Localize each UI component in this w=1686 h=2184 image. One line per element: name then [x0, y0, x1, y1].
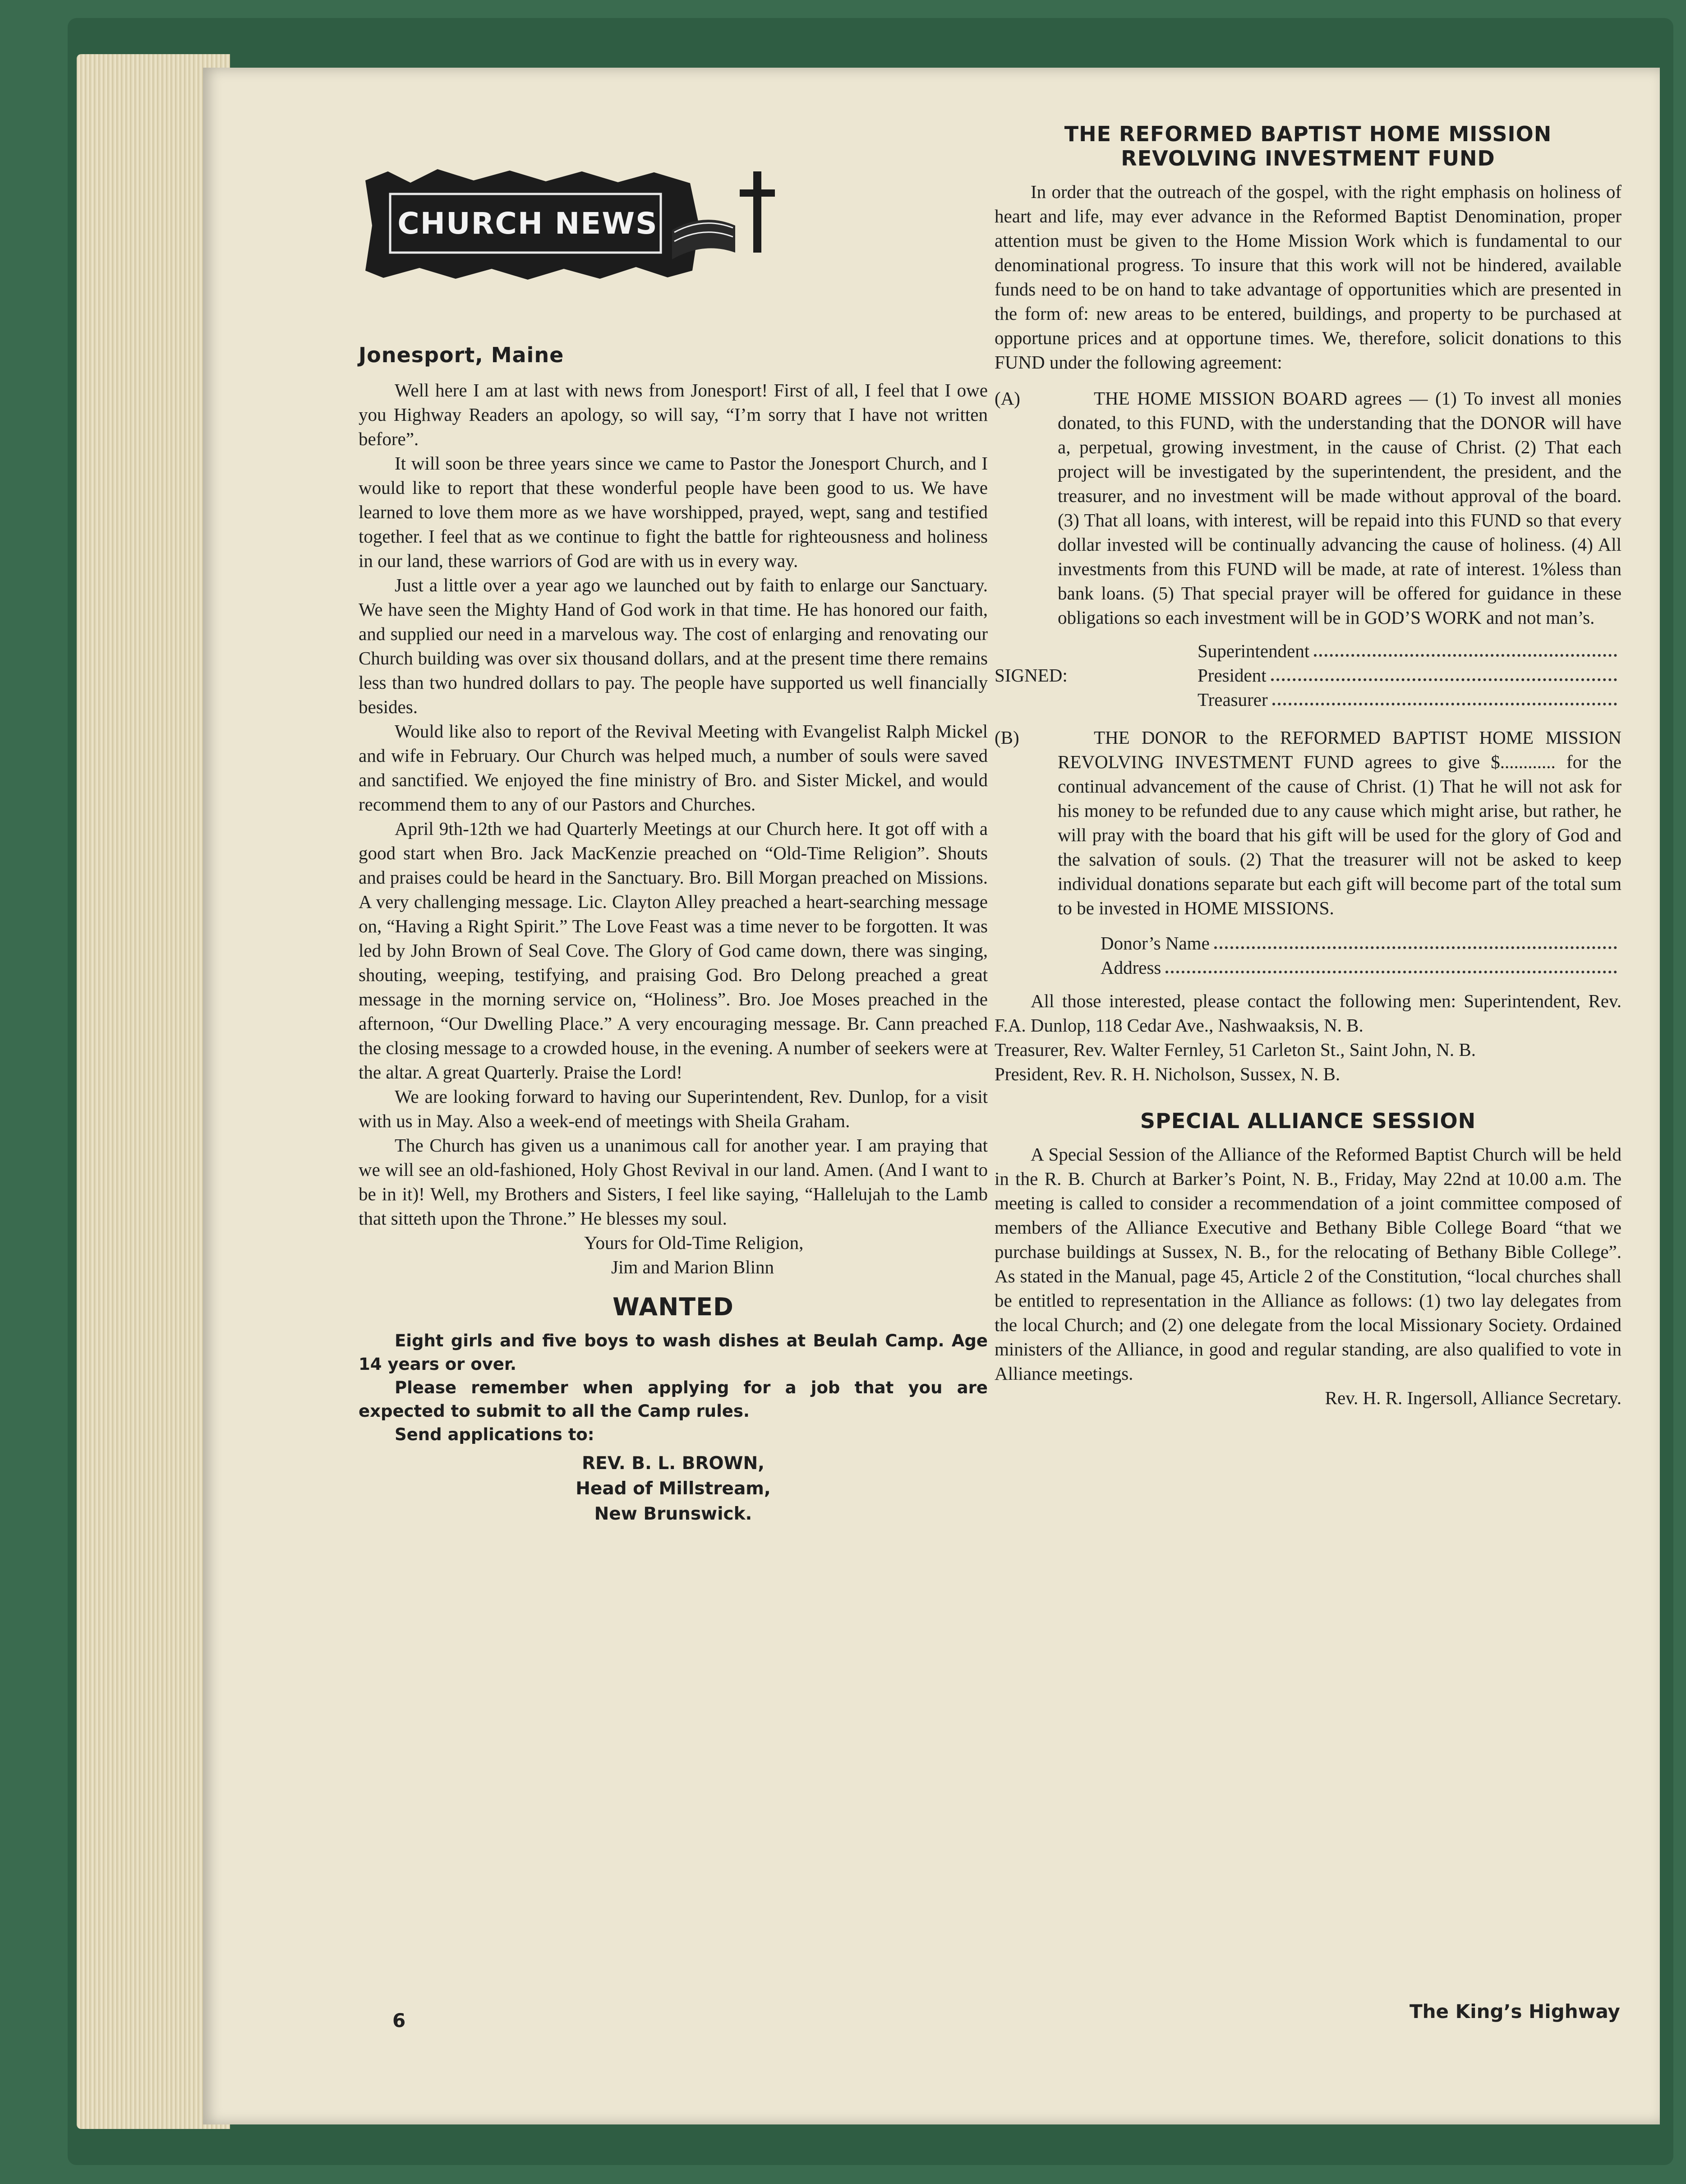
sign-role: Superintendent — [1198, 640, 1310, 661]
agreement-b — [995, 725, 1622, 920]
page-number: 6 — [392, 2009, 406, 2032]
publication-name: The King’s Highway — [1410, 2000, 1620, 2023]
donor-field-label: Address — [1101, 957, 1161, 978]
wanted-paragraph: Eight girls and five boys to wash dishes at Beulah Camp. Age 14 years or over. — [359, 1331, 988, 1374]
paragraph: Just a little over a year ago we launched out by faith to enlarge our Sanctuary. We have seen the Mighty Hand of God work in that time. He has honored our faith, and supplied our need in a marvelous way. The cost of enlarging and renovating our Church building was over six thousand dollars, and at the present time there remains less than two hundred dollars to pay. The people have supported us well financially besides. — [359, 575, 988, 717]
alliance-text: A Special Session of the Alliance of the Reformed Baptist Church will be held in the R. B. Church at Barker’s Point, N. B., Friday, May 22nd at 10.00 a.m. The meeting is called to consider a recommendation of a joint committee composed of members of the Alliance Executive and Bethany Bible College Board “that we purchase buildings at Sussex, N. B., for the relocating of Bethany Bible College”. As stated in the Manual, page 45, Article 2 of the Constitution, “local churches shall be entitled to representation in the Alliance as follows: (1) two lay delegates from the local Church; and (2) one delegate from the local Missionary Society. Ordained ministers of the Alliance, in good and regular standing, are also qualified to vote in Alliance meetings. — [995, 1144, 1622, 1384]
paragraph: Would like also to report of the Revival Meeting with Evangelist Ralph Mickel and wife in February. Our Church was helped much, a number of souls were saved and sanctified. We enjoyed the fine ministry of Bro. and Sister Mickel, and would recommend them to any of our Pastors and Churches. — [359, 721, 988, 815]
donor-row — [1101, 931, 1622, 955]
donor-row — [1101, 955, 1622, 980]
wanted-notice — [359, 1293, 988, 1527]
wanted-paragraph: Please remember when applying for a job that you are expected to submit to all the Camp rules. — [359, 1378, 988, 1421]
signed-label: SIGNED: — [995, 665, 1068, 686]
cross-icon — [740, 171, 775, 253]
paragraph: The Church has given us a unanimous call for another year. I am praying that we will see an old-fashioned, Holy Ghost Revival in our land. Amen. (And I want to be in it)! Well, my Brothers and Sisters, I feel like saying, “Hallelujah to the Lamb that sitteth upon the Throne.” He blesses my soul. — [359, 1135, 988, 1229]
paragraph: April 9th-12th we had Quarterly Meetings at our Church here. It got off with a good start when Bro. Jack MacKenzie preached on “Old-Time Religion”. Shouts and praises could be heard in the Sanctuary. Bro. Bill Morgan preached on Missions. A very challenging message. Lic. Clayton Alley preached a heart-searching message on, “Having a Right Spirit.” The Love Feast was a time never to be forgotten. It was led by John Brown of Seal Cove. The Glory of God came down, there was singing, shouting, weeping, testifying, and praising God. Bro Delong preached a great message in the morning service on, “Holiness”. Bro. Joe Moses preached in the afternoon, “Our Dwelling Place.” A very encouraging message. Br. Cann preached the closing message to a crowded house, in the evening. A number of seekers were at the altar. A great Quarterly. Praise the Lord! — [359, 818, 988, 1083]
contacts-intro: All those interested, please contact the following men: Superintendent, Rev. F.A. Dunlop, 118 Cedar Ave., Nashwaaksis, N. B. — [995, 991, 1622, 1036]
donor-field-label: Donor’s Name — [1101, 933, 1210, 954]
signer: Jim and Marion Blinn — [611, 1257, 774, 1277]
wanted-title: WANTED — [613, 1293, 734, 1321]
agreement-b-mark: (B) — [995, 727, 1019, 748]
contacts-president: President, Rev. R. H. Nicholson, Sussex, N. B. — [995, 1064, 1341, 1084]
agreement-a — [995, 386, 1622, 630]
fund-intro: In order that the outreach of the gospel, with the right emphasis on holiness of heart and life, may ever advance in the Reformed Baptist Denomination, proper attention must be given to the Home Mission Work which is fundamental to our denominational progress. To insure that this work will not be hindered, available funds need to be on hand to take advantage of opportunities which are presented in the form of: new areas to be entered, buildings, and property to be purchased at opportune prices and at opportune times. We, therefore, solicit donations to this FUND under the following agreement: — [995, 181, 1622, 373]
agreement-a-mark: (A) — [995, 388, 1020, 409]
closing-line: Yours for Old-Time Religion, — [584, 1232, 804, 1253]
right-column — [995, 122, 1622, 1410]
left-column — [359, 343, 988, 1527]
fund-title-line2: REVOLVING INVESTMENT FUND — [1121, 146, 1495, 170]
paragraph: It will soon be three years since we came to Pastor the Jonesport Church, and I would like to report that these wonderful people have been good to us. We have learned to love them more as we have worshipped, prayed, wept, sang and testified together. I feel that as we continue to fight the battle for righteousness and holiness in our land, these warriors of God are with us in every way. — [359, 453, 988, 571]
sign-row — [1198, 663, 1622, 687]
alliance-signature: Rev. H. R. Ingersoll, Alliance Secretary. — [1325, 1387, 1622, 1408]
alliance-title: SPECIAL ALLIANCE SESSION — [1140, 1109, 1476, 1133]
church-news-banner — [356, 162, 789, 284]
banner-label: CHURCH NEWS — [397, 206, 658, 241]
paragraph: Well here I am at last with news from Jonesport! First of all, I feel that I owe you Highway Readers an apology, so will say, “I’m sorry that I have not written before”. — [359, 380, 988, 449]
wanted-paragraph: Send applications to: — [395, 1425, 594, 1444]
address-line: New Brunswick. — [594, 1504, 752, 1524]
paragraph: We are looking forward to having our Superintendent, Rev. Dunlop, for a visit with us in May. Also a week-end of meetings with Sheila Graham. — [359, 1086, 988, 1131]
jonesport-heading: Jonesport, Maine — [359, 343, 564, 367]
agreement-b-text: THE DONOR to the REFORMED BAPTIST HOME MISSION REVOLVING INVESTMENT FUND agrees to give $............ for the continual advancement of the cause of Christ. (1) That he will not ask for his money to be refunded due to any cause which might arise, but rather, he will pray with the board that his gift will be used for the glory of God and the salvation of souls. (2) That the treasurer will not be asked to keep individual donations separate but each gift will become part of the total sum to be invested in HOME MISSIONS. — [1058, 727, 1622, 918]
sign-row — [1198, 687, 1622, 712]
sign-role: Treasurer — [1198, 689, 1268, 710]
wanted-address — [359, 1451, 988, 1527]
signature-block — [995, 639, 1622, 712]
fund-title-line1: THE REFORMED BAPTIST HOME MISSION — [1064, 122, 1552, 146]
donor-fields — [1101, 931, 1622, 980]
sign-row — [1198, 639, 1622, 663]
address-line: Head of Millstream, — [576, 1479, 771, 1499]
address-line: REV. B. L. BROWN, — [582, 1453, 765, 1474]
contacts-treasurer: Treasurer, Rev. Walter Fernley, 51 Carleton St., Saint John, N. B. — [995, 1039, 1476, 1060]
agreement-a-text: THE HOME MISSION BOARD agrees — (1) To invest all monies donated, to this FUND, with the understanding that the DONOR will have a, perpetual, growing investment, in the cause of Christ. (2) That each project will be investigated by the superintendent, the president, and the treasurer, and no investment will be made without approval of the board. (3) That all loans, with interest, will be repaid into this FUND so that every dollar invested will be continually advancing the cause of holiness. (4) All investments from this FUND will be made, at rate of interest. 1%less than bank loans. (5) That special prayer will be offered for guidance in these obligations so each investment will be in GOD’S WORK and not man’s. — [1058, 388, 1622, 628]
sign-role: President — [1198, 665, 1267, 686]
